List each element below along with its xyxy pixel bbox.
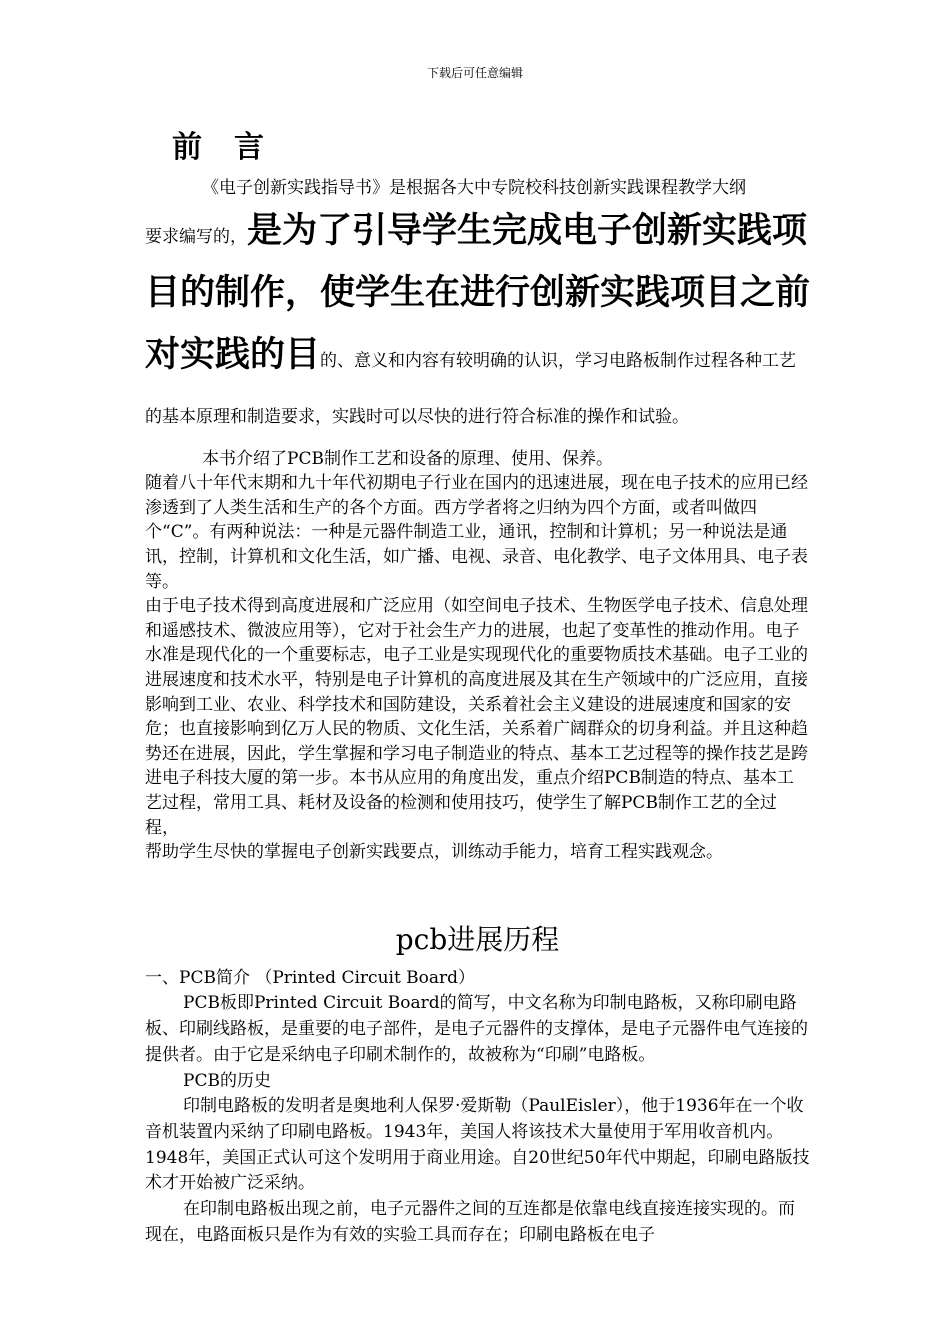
preface-title-char-1: 前 (172, 130, 204, 165)
preface-paragraph-5: 帮助学生尽快的掌握电子创新实践要点，训练动手能力，培育工程实践观念。 (145, 842, 723, 863)
preface-title-char-2: 言 (234, 130, 266, 165)
preface-small-text-a: 要求编写的， (145, 226, 247, 247)
pcb-subsection-heading: 一、PCB简介 （Printed Circuit Board） (145, 967, 476, 988)
preface-paragraph-3: 随着八十年代末期和九十年代初期电子行业在国内的迅速进展，现在电子技术的应用已经渗透到了人类生活和生产的各个方面。西方学者将之归纳为四个方面，或者叫做四个“C”。有两种说法：一种是元器件制造工业，通讯，控制和计算机；另一种说法是通讯，控制，计算机和文化生活，如广播、电视、录音、电化教学、电子文体用具、电子表等。 (145, 473, 808, 592)
preface-paragraph-1-mixed (145, 203, 810, 445)
pcb-history-heading: PCB的历史 (183, 1070, 271, 1091)
pcb-history-paragraph-2: 在印制电路板出现之前，电子元器件之间的互连都是依靠电线直接连接实现的。而现在，电路面板只是作为有效的实验工具而存在；印刷电路板在电子 (145, 1199, 795, 1245)
preface-paragraph-2: 本书介绍了PCB制作工艺和设备的原理、使用、保养。 (202, 448, 613, 469)
pcb-history-paragraph-1: 印制电路板的发明者是奥地利人保罗·爱斯勒（PaulEisler），他于1936年在一个收音机装置内采纳了印刷电路板。1943年，美国人将该技术大量使用于军用收音机内。1948年，美国正式认可这个发明用于商业用途。自20世纪50年代中期起，印刷电路版技术才开始被广泛采纳。 (145, 1096, 810, 1194)
pcb-section-body (145, 966, 810, 1249)
preface-title (172, 128, 810, 168)
preface-small-text-b: 的、意义和内容有较明确的认识，学习电路板制作过程各种工艺的基本原理和制造要求，实践时可以尽快的进行符合标准的操作和试验。 (145, 350, 797, 427)
header-note: 下载后可任意编辑 (426, 66, 523, 80)
document-body (145, 128, 810, 1248)
pcb-section-title: pcb进展历程 (395, 922, 560, 956)
preface-paragraph-1-line-1: 《电子创新实践指导书》是根据各大中专院校科技创新实践课程教学大纲 (202, 178, 746, 198)
pcb-intro-paragraph: PCB板即Printed Circuit Board的简写，中文名称为印制电路板，又称印刷电路板、印刷线路板，是重要的电子部件，是电子元器件的支撑体，是电子元器件电气连接的提供者。由于它是采纳电子印刷术制作的，故被称为“印刷”电路板。 (145, 993, 808, 1065)
preface-paragraph-4: 由于电子技术得到高度进展和广泛应用（如空间电子技术、生物医学电子技术、信息处理和遥感技术、微波应用等），它对于社会生产力的进展，也起了变革性的推动作用。电子水准是现代化的一个重要标志，电子工业是实现现代化的重要物质技术基础。电子工业的进展速度和技术水平，特别是电子计算机的高度进展及其在生产领域中的广泛应用，直接影响到工业、农业、科学技术和国防建设，关系着社会主义建设的进展速度和国家的安危；也直接影响到亿万人民的物质、文化生活，关系着广阔群众的切身利益。并且这种趋势还在进展，因此，学生掌握和学习电子制造业的特点、基本工艺过程等的操作技艺是跨进电子科技大厦的第一步。本书从应用的角度出发，重点介绍PCB制造的特点、基本工艺过程，常用工具、耗材及设备的检测和使用技巧，使学生了解PCB制作工艺的全过程， (145, 596, 808, 838)
preface-emphasis-text: 是为了引导学生完成电子创新实践项目的制作，使学生在进行创新实践项目之前对实践的目 (145, 210, 811, 375)
